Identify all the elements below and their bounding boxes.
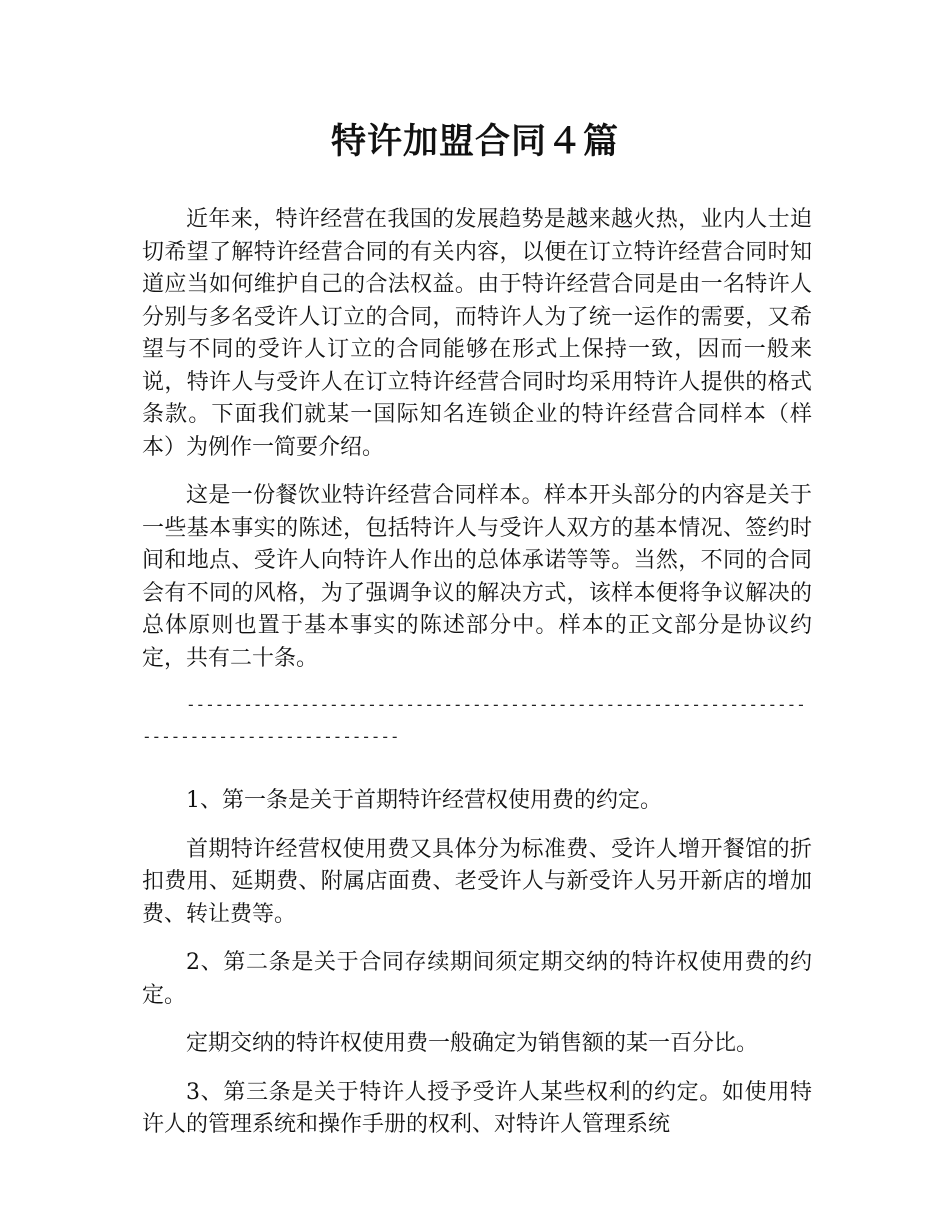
sample-description-paragraph: 这是一份餐饮业特许经营合同样本。样本开头部分的内容是关于一些基本事实的陈述，包括特许人与受许人双方的基本情况、签约时间和地点、受许人向特许人作出的总体承诺等等。当然，不同的合同会有不同的风格，为了强调争议的解决方式，该样本便将争议解决的总体原则也置于基本事实的陈述部分中。样本的正文部分是协议约定，共有二十条。	[142, 483, 812, 671]
clause-1-detail: 首期特许经营权使用费又具体分为标准费、受许人增开餐馆的折扣费用、延期费、附属店面费、老受许人与新受许人另开新店的增加费、转让费等。	[142, 836, 812, 927]
document-body	[142, 204, 812, 1142]
separator-line: --------------------------------------------------------------------------------------------	[142, 695, 806, 746]
document-title: 特许加盟合同４篇	[330, 122, 619, 162]
intro-paragraph: 近年来，特许经营在我国的发展趋势是越来越火热，业内人士迫切希望了解特许经营合同的有关内容，以便在订立特许经营合同时知道应当如何维护自己的合法权益。由于特许经营合同是由一名特许人分别与多名受许人订立的合同，而特许人为了统一运作的需要，又希望与不同的受许人订立的合同能够在形式上保持一致，因而一般来说，特许人与受许人在订立特许经营合同时均采用特许人提供的格式条款。下面我们就某一国际知名连锁企业的特许经营合同样本（样本）为例作一简要介绍。	[142, 207, 812, 460]
clause-3-heading: 3、第三条是关于特许人授予受许人某些权利的约定。如使用特许人的管理系统和操作手册的权利、对特许人管理系统	[142, 1079, 812, 1137]
clause-2-heading: 2、第二条是关于合同存续期间须定期交纳的特许权使用费的约定。	[142, 950, 812, 1008]
clause-1-heading: 1、第一条是关于首期特许经营权使用费的约定。	[186, 788, 662, 813]
clause-2-detail: 定期交纳的特许权使用费一般确定为销售额的某一百分比。	[186, 1031, 759, 1056]
